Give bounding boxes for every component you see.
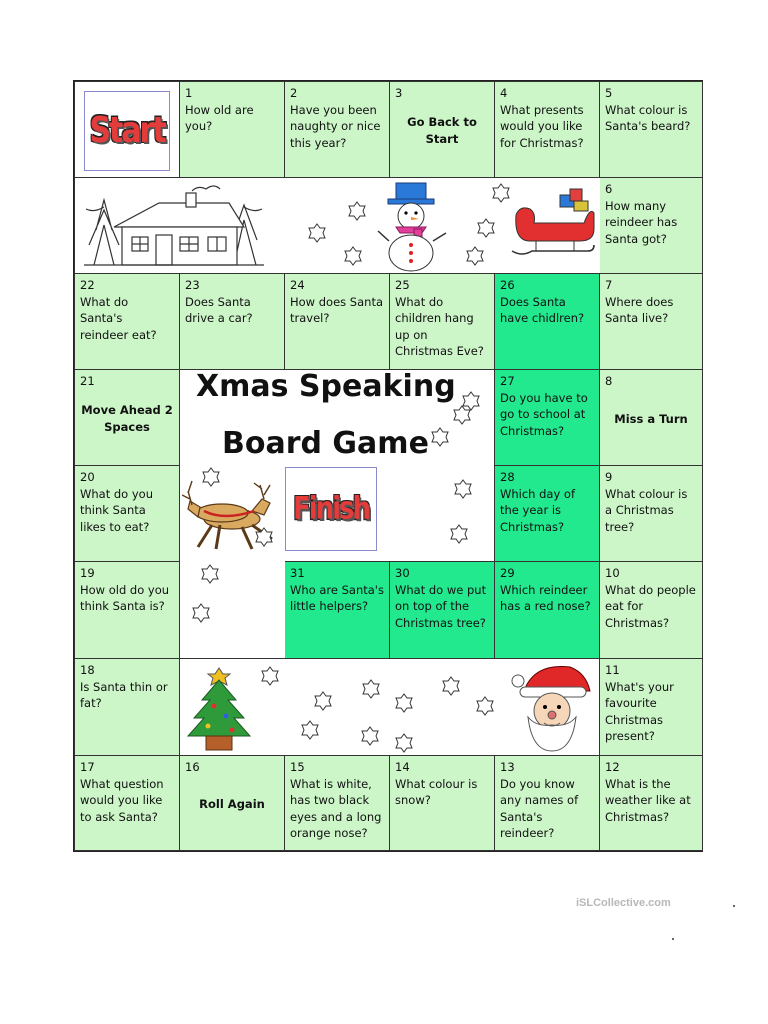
finish-label: Finish bbox=[292, 491, 370, 527]
square-question: Do you have to go to school at Christmas? bbox=[500, 390, 588, 438]
square-question: How old do you think Santa is? bbox=[80, 582, 170, 613]
square-question: Does Santa drive a car? bbox=[185, 294, 253, 325]
site-watermark: iSLCollective.com bbox=[576, 897, 671, 909]
square-question: What do children hang up on Christmas Eve? bbox=[395, 294, 484, 358]
square-number: 26 bbox=[500, 278, 515, 292]
game-title-line-1: Xmas Speaking bbox=[196, 369, 456, 404]
snowflake-icon bbox=[74, 81, 704, 853]
square-number: 10 bbox=[605, 566, 620, 580]
square-number: 23 bbox=[185, 278, 200, 292]
square-number: 28 bbox=[500, 470, 515, 484]
game-title-line-2: Board Game bbox=[222, 426, 429, 461]
square-number: 20 bbox=[80, 470, 95, 484]
square-question: How does Santa travel? bbox=[290, 294, 383, 325]
start-label: Start bbox=[89, 109, 165, 152]
square-question: How many reindeer has Santa got? bbox=[605, 198, 678, 246]
square-number: 21 bbox=[80, 374, 95, 388]
square-question: Does Santa have chidlren? bbox=[500, 294, 585, 325]
square-question: What is white, has two black eyes and a long orange nose? bbox=[290, 776, 382, 840]
square-question: What question would you like to ask Santa? bbox=[80, 776, 164, 824]
square-question: What do Santa's reindeer eat? bbox=[80, 294, 157, 342]
square-question: What presents would you like for Christmas? bbox=[500, 102, 584, 150]
square-number: 11 bbox=[605, 663, 620, 677]
square-number: 13 bbox=[500, 760, 515, 774]
square-question: What do people eat for Christmas? bbox=[605, 582, 696, 630]
square-number: 5 bbox=[605, 86, 613, 100]
square-question: What colour is snow? bbox=[395, 776, 478, 807]
square-number: 4 bbox=[500, 86, 508, 100]
square-question: Have you been naughty or nice this year? bbox=[290, 102, 381, 150]
square-question: What colour is a Christmas tree? bbox=[605, 486, 688, 534]
square-number: 12 bbox=[605, 760, 620, 774]
square-question: Which reindeer has a red nose? bbox=[500, 582, 591, 613]
square-number: 24 bbox=[290, 278, 305, 292]
square-question: Which day of the year is Christmas? bbox=[500, 486, 576, 534]
square-number: 29 bbox=[500, 566, 515, 580]
square-number: 19 bbox=[80, 566, 95, 580]
speck bbox=[672, 938, 674, 940]
square-number: 9 bbox=[605, 470, 613, 484]
square-question: What's your favourite Christmas present? bbox=[605, 679, 674, 743]
square-number: 14 bbox=[395, 760, 410, 774]
square-number: 25 bbox=[395, 278, 410, 292]
square-question: Is Santa thin or fat? bbox=[80, 679, 168, 710]
square-number: 2 bbox=[290, 86, 298, 100]
speck bbox=[733, 905, 735, 907]
square-instruction: Roll Again bbox=[199, 797, 265, 811]
square-number: 7 bbox=[605, 278, 613, 292]
square-number: 15 bbox=[290, 760, 305, 774]
square-instruction: Move Ahead 2 Spaces bbox=[81, 403, 173, 434]
square-question: What do you think Santa likes to eat? bbox=[80, 486, 153, 534]
square-number: 31 bbox=[290, 566, 305, 580]
game-board bbox=[73, 80, 703, 852]
square-number: 3 bbox=[395, 86, 403, 100]
square-number: 16 bbox=[185, 760, 200, 774]
square-number: 8 bbox=[605, 374, 613, 388]
square-number: 1 bbox=[185, 86, 193, 100]
square-number: 22 bbox=[80, 278, 95, 292]
square-question: Who are Santa's little helpers? bbox=[290, 582, 384, 613]
square-number: 17 bbox=[80, 760, 95, 774]
square-number: 27 bbox=[500, 374, 515, 388]
square-question: Where does Santa live? bbox=[605, 294, 674, 325]
square-instruction: Miss a Turn bbox=[614, 411, 688, 426]
square-number: 18 bbox=[80, 663, 95, 677]
square-number: 30 bbox=[395, 566, 410, 580]
square-question: Do you know any names of Santa's reindeer? bbox=[500, 776, 579, 840]
square-number: 6 bbox=[605, 182, 613, 196]
square-question: What colour is Santa's beard? bbox=[605, 102, 691, 133]
square-question: What is the weather like at Christmas? bbox=[605, 776, 691, 824]
square-question: How old are you? bbox=[185, 102, 254, 133]
square-instruction: Go Back to Start bbox=[407, 115, 477, 146]
square-question: What do we put on top of the Christmas tree? bbox=[395, 582, 487, 630]
